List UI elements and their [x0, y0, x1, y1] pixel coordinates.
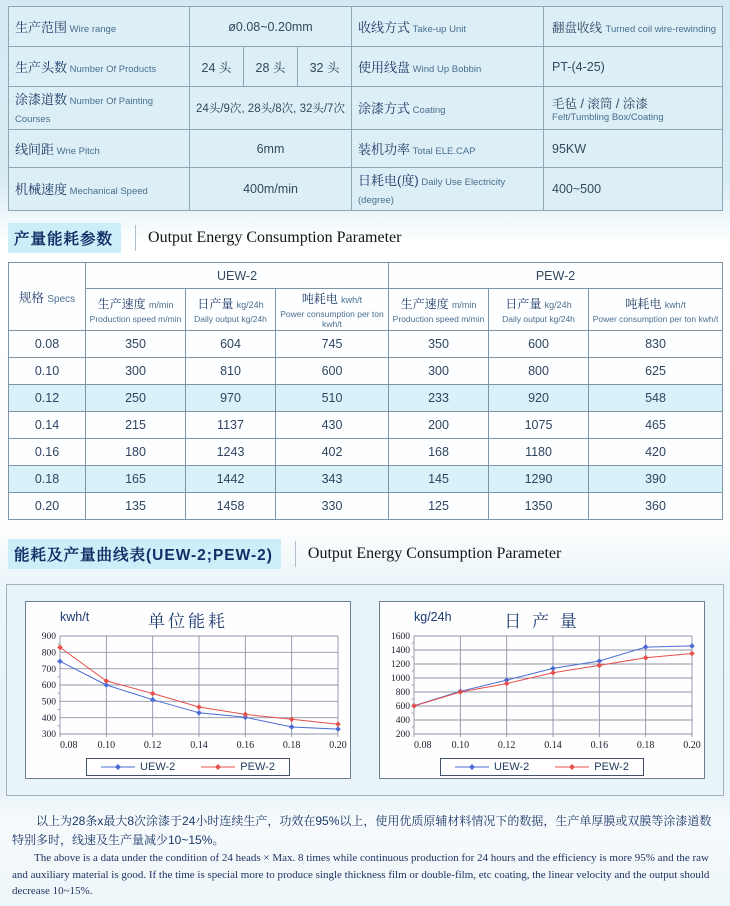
footnote-chinese: 以上为28条x最大8次涂漆于24小时连续生产，功效在95%以上，使用优质原辅材料情况下的数据，生产单厚膜或双膜等涂漆道数特别多时，线速及生产量减少10~15%。: [12, 814, 712, 847]
spec-label-en: Wind Up Bobbin: [410, 63, 482, 75]
output-energy-parameter-table: [8, 262, 723, 520]
param-cell: 600: [489, 331, 589, 358]
x-tick-label: 0.08: [414, 740, 432, 751]
spec-value-right: 95KW: [544, 130, 723, 168]
spec-row: [9, 47, 723, 87]
x-tick-label: 0.10: [97, 740, 116, 751]
spec-value-en: Turned coil wire-rewinding: [605, 23, 717, 35]
pew-2-marker: [550, 670, 556, 676]
param-row: [9, 412, 723, 439]
param-cell: 830: [589, 331, 723, 358]
param-cell: 1442: [186, 466, 276, 493]
spec-label-en: Number Of Products: [67, 63, 157, 75]
param-spec-value: 0.16: [9, 439, 86, 466]
x-tick-label: 0.16: [236, 740, 255, 751]
subheader-en: Production speed m/min: [392, 314, 485, 324]
param-cell: 1243: [186, 439, 276, 466]
legend-item-uew-2: [455, 761, 529, 773]
param-cell: 625: [589, 358, 723, 385]
param-cell: 180: [86, 439, 186, 466]
spec-label-en: Number Of Painting Courses: [15, 96, 154, 125]
unit-energy-chart: [25, 601, 351, 779]
legend-label: UEW-2: [494, 761, 530, 773]
param-cell: 548: [589, 385, 723, 412]
pew-2-marker: [643, 655, 649, 661]
pew-2-marker: [504, 681, 510, 687]
x-tick-label: 0.20: [329, 740, 347, 751]
daily-output-axis-unit-label: kg/24h: [414, 610, 452, 624]
param-cell: 430: [276, 412, 389, 439]
spec-row: [9, 87, 723, 130]
y-tick-label: 600: [41, 681, 56, 692]
param-cell: 350: [389, 331, 489, 358]
subheader-en: Daily output kg/24h: [194, 314, 267, 324]
subheader-cn: 日产量: [505, 297, 545, 311]
subheader-cn: 生产速度: [400, 297, 452, 311]
param-row: [9, 385, 723, 412]
param-cell: 250: [86, 385, 186, 412]
section2-divider: [295, 541, 296, 567]
param-cell: 200: [389, 412, 489, 439]
param-cell: 135: [86, 493, 186, 520]
param-subheader: [589, 289, 723, 331]
spec-label-right: [352, 87, 544, 130]
subheader-unit: kg/24h: [236, 300, 264, 310]
param-cell: 300: [86, 358, 186, 385]
spec-label-right: [352, 47, 544, 87]
param-cell: 920: [489, 385, 589, 412]
unit-energy-plot: [28, 632, 348, 756]
spec-value-head-count: 28 头: [244, 47, 298, 87]
spec-value: 24头/9次, 28头/8次, 32头/7次: [190, 87, 352, 130]
spec-label-right: [352, 130, 544, 168]
param-spec-value: 0.20: [9, 493, 86, 520]
y-tick-label: 1000: [391, 674, 410, 685]
spec-label-en: Mechanical Speed: [67, 186, 148, 197]
param-subheader: [186, 289, 276, 331]
param-header-groups: [9, 263, 723, 289]
daily-output-chart: [379, 601, 705, 779]
param-cell: 800: [489, 358, 589, 385]
uew-2-marker: [57, 659, 63, 665]
subheader-unit: m/min: [148, 300, 174, 310]
spec-value-head-count: 32 头: [298, 47, 352, 87]
param-subheader: [489, 289, 589, 331]
spec-label-right: [352, 168, 544, 211]
spec-label-left: [9, 168, 190, 211]
pew-2-marker: [335, 721, 341, 727]
spec-value: ø0.08~0.20mm: [190, 7, 352, 47]
y-tick-label: 500: [41, 697, 56, 708]
param-cell: 360: [589, 493, 723, 520]
machine-spec-table: [8, 6, 723, 211]
section1-divider: [135, 225, 136, 251]
param-row: [9, 493, 723, 520]
spec-label-cn: 收线方式: [358, 19, 411, 35]
param-cell: 350: [86, 331, 186, 358]
section2-title-cn: 能耗及产量曲线表(UEW-2;PEW-2): [8, 539, 281, 569]
spec-row: [9, 130, 723, 168]
spec-label-en: Daily Use Electricity (degree): [358, 177, 506, 206]
specs-en: Specs: [47, 293, 76, 305]
x-tick-label: 0.20: [683, 740, 701, 751]
spec-value-en: Felt/Tumbling Box/Coating: [552, 111, 664, 123]
param-subheader: [276, 289, 389, 331]
spec-label-en: Wrie Pitch: [54, 145, 100, 157]
pew-2-marker: [597, 663, 603, 669]
spec-label-cn: 使用线盘: [358, 59, 411, 75]
subheader-en: Daily output kg/24h: [502, 314, 575, 324]
param-cell: 810: [186, 358, 276, 385]
pew-2-marker: [150, 691, 156, 697]
legend-item-uew-2: [101, 761, 175, 773]
legend-item-pew-2: [201, 761, 275, 773]
x-tick-label: 0.10: [451, 740, 470, 751]
subheader-en: Power consumption per ton kwh/t: [592, 314, 719, 324]
param-subheader: [389, 289, 489, 331]
spec-value: 400m/min: [190, 168, 352, 211]
pew-2-legend-sample-icon: [555, 762, 589, 772]
x-tick-label: 0.12: [143, 740, 162, 751]
x-tick-label: 0.08: [60, 740, 78, 751]
y-tick-label: 900: [41, 632, 56, 643]
uew-2-marker: [196, 710, 202, 716]
y-tick-label: 700: [41, 664, 56, 675]
uew-2-legend-sample-icon: [455, 762, 489, 772]
spec-label-cn: 线间距: [15, 141, 55, 157]
subheader-unit: m/min: [451, 300, 477, 310]
spec-value: 6mm: [190, 130, 352, 168]
y-tick-label: 200: [395, 730, 410, 741]
legend-label: UEW-2: [140, 761, 176, 773]
section1-title-cn: 产量能耗参数: [8, 223, 121, 253]
param-cell: 125: [389, 493, 489, 520]
param-spec-value: 0.18: [9, 466, 86, 493]
uew-2-marker: [335, 726, 341, 732]
y-tick-label: 1600: [391, 632, 410, 643]
spec-label-en: Wire range: [67, 23, 117, 35]
x-tick-label: 0.18: [636, 740, 655, 751]
pew-2-legend-sample-icon: [201, 762, 235, 772]
x-tick-label: 0.16: [590, 740, 609, 751]
param-cell: 600: [276, 358, 389, 385]
param-cell: 1290: [489, 466, 589, 493]
subheader-en: Power consumption per ton kwh/t: [280, 309, 384, 329]
charts-panel: [6, 584, 724, 796]
section1-title-en: Output Energy Consumption Parameter: [148, 229, 402, 246]
y-tick-label: 1200: [391, 660, 410, 671]
spec-label-left: [9, 7, 190, 47]
param-spec-value: 0.12: [9, 385, 86, 412]
spec-label-en: Coating: [410, 105, 446, 116]
spec-value-cn: 毛毡 / 滚筒 / 涂漆: [552, 96, 648, 111]
spec-label-cn: 生产头数: [15, 59, 68, 75]
subheader-cn: 吨耗电: [301, 292, 342, 306]
pew-2-marker: [689, 651, 695, 657]
spec-value-right: PT-(4-25): [544, 47, 723, 87]
param-row: [9, 331, 723, 358]
x-tick-label: 0.14: [544, 740, 562, 751]
spec-value-right: 400~500: [544, 168, 723, 211]
param-cell: 510: [276, 385, 389, 412]
y-tick-label: 600: [395, 702, 410, 713]
pew-2-marker: [196, 704, 202, 710]
param-cell: 1458: [186, 493, 276, 520]
daily-output-chart-title: 日 产 量: [504, 612, 580, 631]
y-tick-label: 400: [41, 713, 56, 724]
y-tick-label: 400: [395, 716, 410, 727]
spec-label-cn: 机械速度: [15, 182, 68, 197]
spec-label-cn: 涂漆方式: [358, 101, 411, 116]
spec-label-cn: 装机功率: [358, 141, 411, 157]
param-cell: 604: [186, 331, 276, 358]
unit-energy-legend-row: [28, 758, 348, 777]
param-cell: 233: [389, 385, 489, 412]
uew-2-legend-sample-icon: [101, 762, 135, 772]
spec-label-right: [352, 7, 544, 47]
y-tick-label: 1400: [391, 646, 410, 657]
x-tick-label: 0.14: [190, 740, 208, 751]
param-cell: 343: [276, 466, 389, 493]
param-group-uew-2: UEW-2: [86, 263, 389, 289]
param-row: [9, 358, 723, 385]
uew-2-marker: [643, 644, 649, 650]
spec-label-cn: 涂漆道数: [15, 92, 68, 107]
param-cell: 1137: [186, 412, 276, 439]
param-row: [9, 466, 723, 493]
daily-output-legend-row: [382, 758, 702, 777]
param-cell: 330: [276, 493, 389, 520]
pew-2-marker: [411, 703, 417, 709]
param-cell: 168: [389, 439, 489, 466]
legend-label: PEW-2: [594, 761, 629, 773]
param-cell: 465: [589, 412, 723, 439]
param-cell: 215: [86, 412, 186, 439]
daily-output-chart-head: [382, 606, 702, 632]
y-tick-label: 800: [395, 688, 410, 699]
subheader-cn: 生产速度: [97, 297, 149, 311]
param-cell: 390: [589, 466, 723, 493]
param-cell: 1075: [489, 412, 589, 439]
param-spec-value: 0.08: [9, 331, 86, 358]
spec-row: [9, 7, 723, 47]
legend-item-pew-2: [555, 761, 629, 773]
spec-label-cn: 生产范围: [15, 19, 68, 35]
param-cell: 745: [276, 331, 389, 358]
param-spec-value: 0.14: [9, 412, 86, 439]
spec-value-head-count: 24 头: [190, 47, 244, 87]
pew-2-marker: [243, 712, 249, 718]
spec-row: [9, 168, 723, 211]
param-cell: 145: [389, 466, 489, 493]
subheader-cn: 吨耗电: [625, 297, 665, 311]
spec-label-left: [9, 87, 190, 130]
param-header-specs: [9, 263, 86, 331]
x-tick-label: 0.18: [282, 740, 301, 751]
footnote-english: The above is a data under the condition of 24 heads × Max. 8 times while continuous production for 24 hours and the efficiency is more 95% and the raw and auxiliary material is good. If the time is special more to produce single thickness film or double-film, etc coating, the linear velocity and the output should decrease 10~15%.: [12, 852, 710, 897]
param-cell: 420: [589, 439, 723, 466]
uew-2-marker: [289, 724, 295, 730]
uew-2-marker: [689, 643, 695, 649]
subheader-unit: kwh/t: [664, 300, 686, 310]
spec-value-right: [544, 7, 723, 47]
unit-energy-legend: [86, 758, 290, 776]
unit-energy-chart-head: [28, 606, 348, 632]
unit-energy-chart-title: 单位能耗: [148, 612, 228, 631]
section-header-curve-charts: [8, 540, 561, 568]
spec-label-left: [9, 130, 190, 168]
y-tick-label: 800: [41, 648, 56, 659]
specs-cn: 规格: [18, 290, 48, 305]
param-cell: 1350: [489, 493, 589, 520]
spec-value-cn: 翻盘收线: [552, 20, 606, 35]
section2-title-en: Output Energy Consumption Parameter: [307, 545, 562, 562]
spec-label-en: Total ELE.CAP: [410, 145, 476, 157]
legend-label: PEW-2: [240, 761, 275, 773]
x-tick-label: 0.12: [497, 740, 516, 751]
param-cell: 970: [186, 385, 276, 412]
param-cell: 165: [86, 466, 186, 493]
daily-output-plot: [382, 632, 702, 756]
param-group-pew-2: PEW-2: [389, 263, 723, 289]
spec-label-en: Take-up Unit: [410, 23, 467, 35]
param-cell: 402: [276, 439, 389, 466]
param-spec-value: 0.10: [9, 358, 86, 385]
pew-2-marker: [458, 689, 464, 695]
subheader-unit: kwh/t: [341, 295, 363, 305]
spec-label-left: [9, 47, 190, 87]
spec-label-cn: 日耗电(度): [358, 173, 419, 188]
param-subheader: [86, 289, 186, 331]
param-header-subcolumns: [9, 289, 723, 331]
subheader-cn: 日产量: [197, 297, 237, 311]
daily-output-legend: [440, 758, 644, 776]
y-tick-label: 300: [41, 730, 56, 741]
section-header-output-params: [8, 224, 401, 252]
param-row: [9, 439, 723, 466]
param-cell: 1180: [489, 439, 589, 466]
spec-value-right: [544, 87, 723, 130]
param-cell: 300: [389, 358, 489, 385]
subheader-unit: kg/24h: [544, 300, 572, 310]
unit-energy-axis-unit-label: kwh/t: [60, 610, 90, 624]
subheader-en: Production speed m/min: [89, 314, 182, 324]
